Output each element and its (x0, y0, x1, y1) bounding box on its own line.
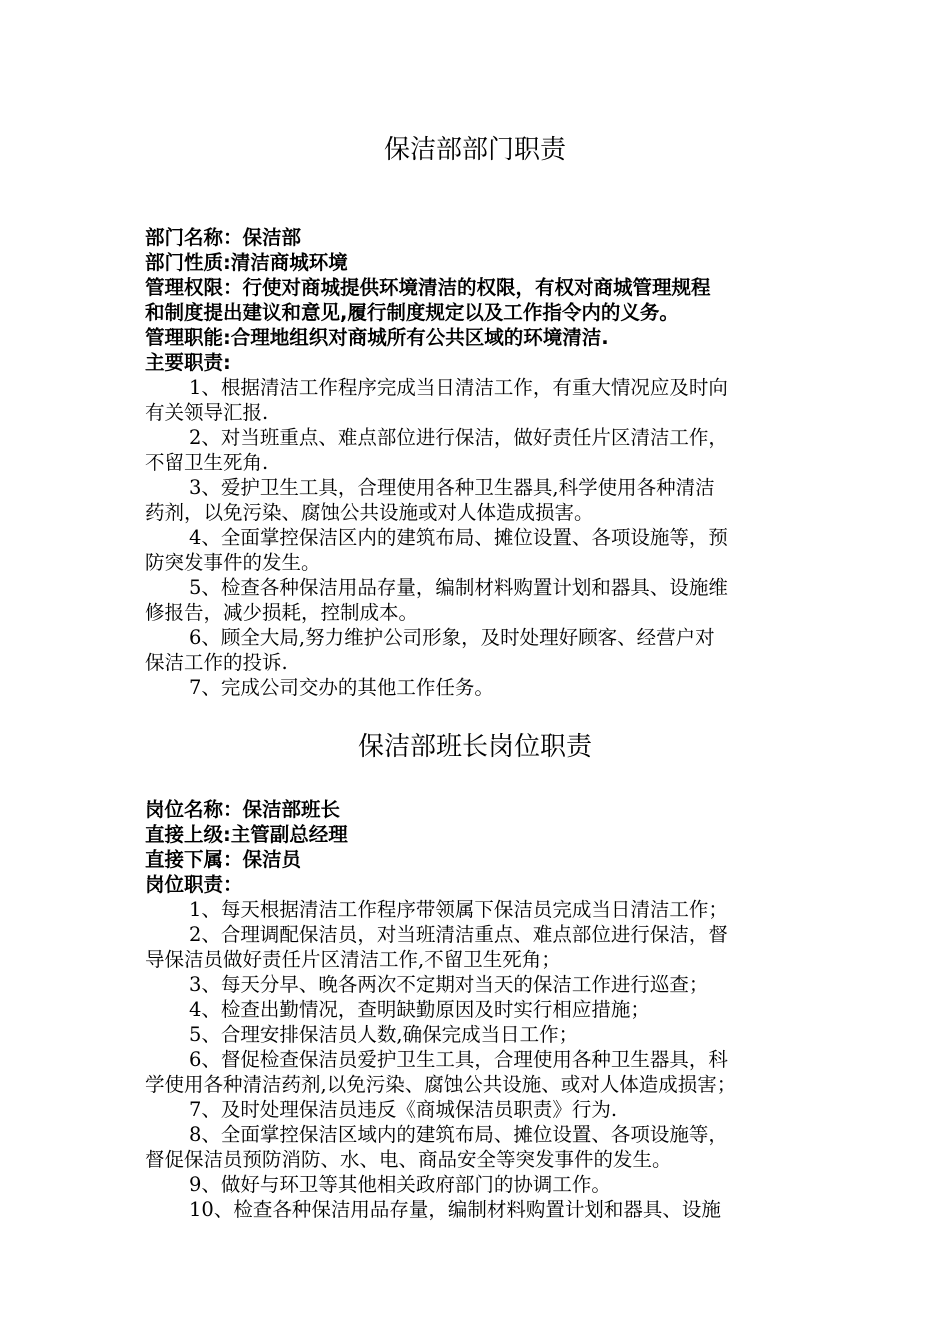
duty-item-line: 3、爱护卫生工具，合理使用各种卫生器具,科学使用各种清洁 (189, 476, 715, 499)
duty-item-line: 9、做好与环卫等其他相关政府部门的协调工作。 (189, 1173, 611, 1196)
team-leader-duties-body (145, 797, 807, 1222)
duty-item-line: 3、每天分早、晚各两次不定期对当天的保洁工作进行巡查； (189, 973, 709, 996)
duty-continuation-line: 导保洁员做好责任片区清洁工作,不留卫生死角； (145, 948, 561, 971)
duty-item-line: 4、全面掌控保洁区内的建筑布局、摊位设置、各项设施等，预 (189, 526, 728, 549)
duty-item-line: 8、全面掌控保洁区域内的建筑布局、摊位设置、各项设施等， (189, 1123, 728, 1146)
duty-item-line: 6、督促检查保洁员爱护卫生工具，合理使用各种卫生器具，科 (189, 1048, 728, 1071)
duty-continuation-line: 药剂，以免污染、腐蚀公共设施或对人体造成损害。 (145, 501, 594, 524)
field-line: 岗位职责： (145, 873, 243, 896)
field-line: 管理权限：行使对商城提供环境清洁的权限，有权对商城管理规程 (145, 276, 711, 299)
duty-continuation-line: 修报告，减少损耗，控制成本。 (145, 601, 419, 624)
field-line: 和制度提出建议和意见,履行制度规定以及工作指令内的义务。 (145, 301, 679, 324)
duty-item-line: 6、顾全大局,努力维护公司形象，及时处理好顾客、经营户对 (189, 626, 715, 649)
duty-continuation-line: 不留卫生死角. (145, 451, 269, 474)
field-line: 管理职能:合理地组织对商城所有公共区域的环境清洁. (145, 326, 609, 349)
field-line: 部门名称：保洁部 (145, 226, 302, 249)
field-line: 主要职责: (145, 351, 231, 374)
field-line: 岗位名称：保洁部班长 (145, 798, 341, 821)
duty-item-line: 2、对当班重点、难点部位进行保洁，做好责任片区清洁工作， (189, 426, 728, 449)
duty-continuation-line: 学使用各种清洁药剂,以免污染、腐蚀公共设施、或对人体造成损害； (145, 1073, 737, 1096)
duty-item-line: 7、及时处理保洁员违反《商城保洁员职责》行为. (189, 1098, 618, 1121)
duty-item-line: 5、合理安排保洁员人数,确保完成当日工作； (189, 1023, 579, 1046)
section-title-team-leader-duties: 保洁部班长岗位职责 (357, 732, 592, 762)
duty-item-line: 7、完成公司交办的其他工作任务。 (189, 676, 494, 699)
duty-continuation-line: 保洁工作的投诉. (145, 651, 288, 674)
field-line: 直接下属：保洁员 (145, 848, 302, 871)
duty-item-line: 1、每天根据清洁工作程序带领属下保洁员完成当日清洁工作； (189, 898, 728, 921)
duty-item-line: 2、合理调配保洁员，对当班清洁重点、难点部位进行保洁，督 (189, 923, 728, 946)
duty-item-line: 4、检查出勤情况，查明缺勤原因及时实行相应措施； (189, 998, 650, 1021)
duty-item-line: 5、检查各种保洁用品存量，编制材料购置计划和器具、设施维 (189, 576, 728, 599)
duty-continuation-line: 有关领导汇报. (145, 401, 269, 424)
duty-continuation-line: 督促保洁员预防消防、水、电、商品安全等突发事件的发生。 (145, 1148, 672, 1171)
duty-item-line: 1、根据清洁工作程序完成当日清洁工作，有重大情况应及时向 (189, 376, 728, 399)
field-line: 直接上级:主管副总经理 (145, 823, 348, 846)
field-line: 部门性质:清洁商城环境 (145, 251, 348, 274)
duty-item-line: 10、检查各种保洁用品存量，编制材料购置计划和器具、设施 (189, 1198, 721, 1221)
department-duties-body (145, 225, 807, 700)
section-title-department-duties: 保洁部部门职责 (383, 135, 566, 165)
duty-continuation-line: 防突发事件的发生。 (145, 551, 321, 574)
